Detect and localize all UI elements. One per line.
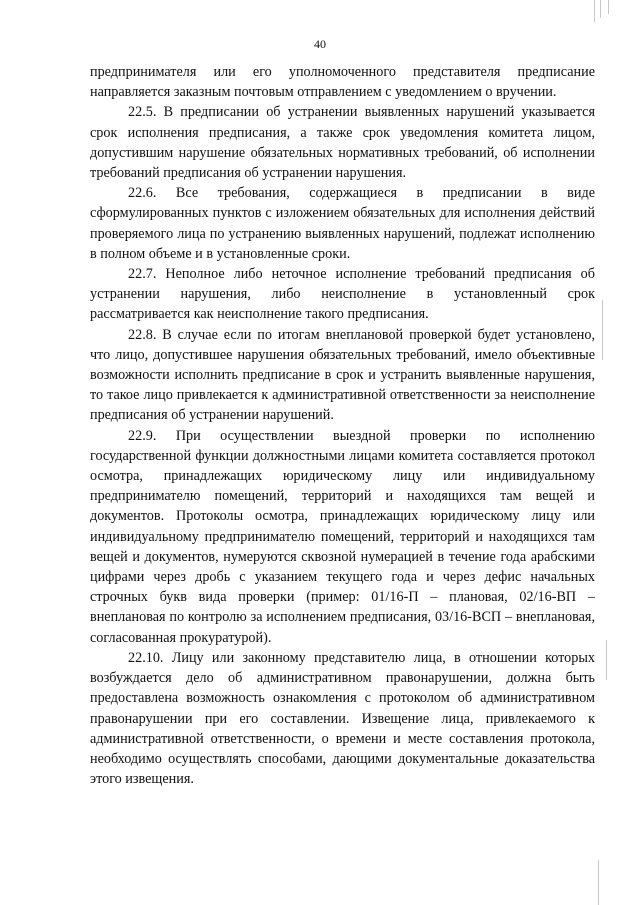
scan-artifact-line <box>602 300 603 360</box>
paragraph-22-6: 22.6. Все требования, содержащиеся в предписании в виде сформулированных пунктов с изложением обязательных для исполнения действий проверяемого лица по устранению выявленных нарушений, подлежат исполнению в полном объеме и в установленные сроки. <box>90 185 595 262</box>
scan-artifact-line <box>608 0 609 14</box>
paragraph-22-7: 22.7. Неполное либо неточное исполнение требований предписания об устранении нарушения, либо неисполнение в установленный срок рассматривается как неисполнение такого предписания. <box>90 266 595 323</box>
paragraph-22-5: 22.5. В предписании об устранении выявленных нарушений указывается срок исполнения предписания, а также срок уведомления комитета лицом, допустившим нарушение обязательных нормативных требований, об исполнении требований предписания об устранении нарушения. <box>90 104 595 182</box>
paragraph-22-10: 22.10. Лицу или законному представителю лица, в отношении которых возбуждается дело об административном правонарушении, должна быть предоставлена возможность ознакомления с протоколом об административном правонарушении при его составлении. Извещение лица, привлекаемого к административной ответственности, о времени и месте составления протокола, необходимо осуществлять способами, дающими документальные доказательства этого извещения. <box>90 649 595 788</box>
scan-artifact-line <box>598 860 599 905</box>
scan-artifact-line <box>600 0 601 18</box>
scan-artifact-line <box>594 0 595 22</box>
scan-artifact-line <box>606 640 607 680</box>
paragraph-22-8: 22.8. В случае если по итогам внеплановой проверкой будет установлено, что лицо, допустившее нарушения обязательных требований, имело объективные возможности исполнить предписание в срок и устранить выявленные нарушения, то такое лицо привлекается к административной ответственности за неисполнение предписания об устранении нарушений. <box>90 326 595 424</box>
page-number: 40 <box>314 37 326 51</box>
paragraph-22-9: 22.9. При осуществлении выездной проверки по исполнению государственной функции должностными лицами комитета составляется протокол осмотра, принадлежащих юридическому лицу или индивидуальному предпринимателю помещений, территорий и находящихся там вещей и документов. Протоколы осмотра, принадлежащих юридическому лицу или индивидуальному предпринимателю помещений, территорий и находящихся там вещей и документов, нумеруются сквозной нумерацией в течение года арабскими цифрами через дробь с указанием текущего года и через дефис начальных строчных букв вида проверки (пример: 01/16-П – плановая, 02/16-ВП – внеплановая по контролю за исполнением предписания, 03/16-ВСП – внеплановая, согласованная прокуратурой). <box>90 427 595 646</box>
paragraph-continuation: предпринимателя или его уполномоченного представителя предписание направляется заказным почтовым отправлением с уведомлением о вручении. <box>90 64 595 101</box>
document-body <box>90 62 595 789</box>
